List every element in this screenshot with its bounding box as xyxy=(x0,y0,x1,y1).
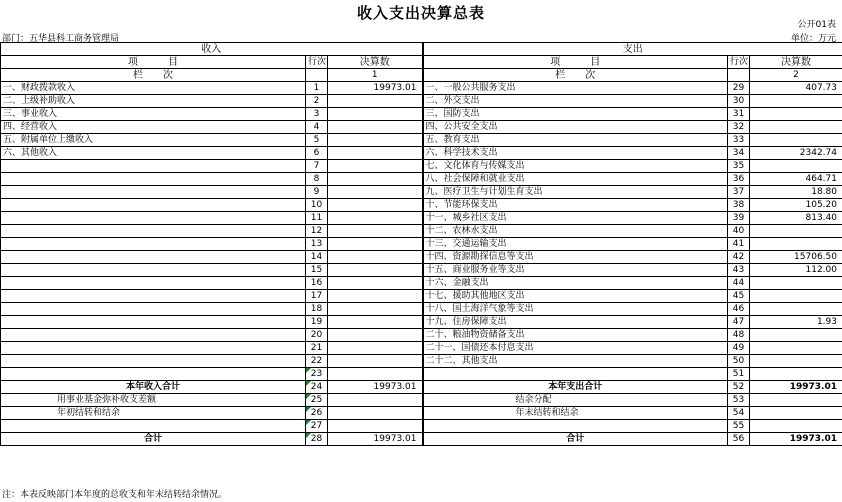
income-amount xyxy=(328,238,423,251)
income-amount xyxy=(328,342,423,355)
expense-amount xyxy=(750,420,842,433)
income-row-number: 21 xyxy=(306,342,328,355)
page-title: 收入支出决算总表 xyxy=(356,4,485,22)
income-row-number: 1 xyxy=(306,82,328,95)
income-column-number: 1 xyxy=(328,69,423,82)
expense-row-number: 41 xyxy=(728,238,750,251)
income-item-label xyxy=(1,225,306,238)
income-row-number: 4 xyxy=(306,121,328,134)
expense-item-label xyxy=(423,420,728,433)
income-amount xyxy=(328,212,423,225)
income-row-number-text: 27 xyxy=(310,420,323,431)
table-row xyxy=(1,407,842,420)
expense-row-number: 39 xyxy=(728,212,750,225)
income-amount: 19973.01 xyxy=(328,433,423,446)
expense-item-label: 九、医疗卫生与计划生育支出 xyxy=(423,186,728,199)
income-amount: 19973.01 xyxy=(328,82,423,95)
table-row xyxy=(1,212,842,225)
table-row xyxy=(1,381,842,394)
income-item-label xyxy=(1,290,306,303)
expense-amount-header: 决算数 xyxy=(750,56,842,69)
income-row-number: 8 xyxy=(306,173,328,186)
expense-row-number: 34 xyxy=(728,147,750,160)
income-item-label xyxy=(1,173,306,186)
expense-row-number: 30 xyxy=(728,95,750,108)
income-row-number: 12 xyxy=(306,225,328,238)
income-amount xyxy=(328,134,423,147)
table-row xyxy=(1,147,842,160)
expense-lanci-label: 栏 次 xyxy=(423,69,728,82)
expense-column-number: 2 xyxy=(750,69,842,82)
expense-item-label: 十九、住房保障支出 xyxy=(423,316,728,329)
income-amount xyxy=(328,173,423,186)
expense-row-number: 36 xyxy=(728,173,750,186)
income-amount xyxy=(328,407,423,420)
cell-marker-icon xyxy=(306,368,311,373)
table-row xyxy=(1,433,842,446)
table-row xyxy=(1,277,842,290)
expense-row-number: 47 xyxy=(728,316,750,329)
income-item-label xyxy=(1,316,306,329)
expense-row-number: 44 xyxy=(728,277,750,290)
income-row-number: 16 xyxy=(306,277,328,290)
expense-row-number: 38 xyxy=(728,199,750,212)
income-row-number-text: 24 xyxy=(310,381,323,392)
expense-amount xyxy=(750,329,842,342)
table-row xyxy=(1,225,842,238)
expense-item-label: 十五、商业服务业等支出 xyxy=(423,264,728,277)
income-amount xyxy=(328,160,423,173)
expense-item-label: 七、文化体育与传媒支出 xyxy=(423,160,728,173)
footnote: 注：本表反映部门本年度的总收支和年末结转结余情况。 xyxy=(2,490,228,500)
income-item-label xyxy=(1,420,306,433)
expense-row-number: 40 xyxy=(728,225,750,238)
expense-amount: 112.00 xyxy=(750,264,842,277)
expense-amount xyxy=(750,355,842,368)
income-amount xyxy=(328,277,423,290)
income-section-header: 收入 xyxy=(1,43,423,56)
income-row-number: 17 xyxy=(306,290,328,303)
cell-marker-icon xyxy=(306,381,311,386)
income-item-label: 本年收入合计 xyxy=(1,381,306,394)
expense-amount xyxy=(750,290,842,303)
expense-row-number: 52 xyxy=(728,381,750,394)
expense-item-label: 二、外交支出 xyxy=(423,95,728,108)
income-item-label: 六、其他收入 xyxy=(1,147,306,160)
expense-amount: 18.80 xyxy=(750,186,842,199)
income-lanci-rowno xyxy=(306,69,328,82)
income-row-number-text: 26 xyxy=(310,407,323,418)
income-row-number: 10 xyxy=(306,199,328,212)
income-amount xyxy=(328,303,423,316)
expense-row-number: 37 xyxy=(728,186,750,199)
income-amount xyxy=(328,121,423,134)
table-row xyxy=(1,368,842,381)
expense-item-label: 二十二、其他支出 xyxy=(423,355,728,368)
expense-item-label: 六、科学技术支出 xyxy=(423,147,728,160)
expense-amount: 105.20 xyxy=(750,199,842,212)
budget-table xyxy=(0,42,842,446)
expense-item-label: 四、公共安全支出 xyxy=(423,121,728,134)
table-row xyxy=(1,134,842,147)
income-item-label xyxy=(1,212,306,225)
table-row xyxy=(1,199,842,212)
income-row-number xyxy=(306,394,328,407)
income-item-label xyxy=(1,160,306,173)
expense-item-label: 十六、金融支出 xyxy=(423,277,728,290)
expense-amount xyxy=(750,95,842,108)
income-amount xyxy=(328,95,423,108)
income-item-label xyxy=(1,277,306,290)
income-row-number: 9 xyxy=(306,186,328,199)
table-row xyxy=(1,342,842,355)
expense-item-label: 结余分配 xyxy=(423,394,728,407)
income-item-label xyxy=(1,329,306,342)
expense-item-label: 十四、资源勘探信息等支出 xyxy=(423,251,728,264)
expense-row-number: 43 xyxy=(728,264,750,277)
cell-marker-icon xyxy=(306,433,311,438)
expense-amount: 813.40 xyxy=(750,212,842,225)
income-row-number xyxy=(306,433,328,446)
expense-amount xyxy=(750,225,842,238)
expense-amount xyxy=(750,303,842,316)
expense-row-number: 42 xyxy=(728,251,750,264)
income-amount-header: 决算数 xyxy=(328,56,423,69)
income-item-label xyxy=(1,264,306,277)
expense-row-number: 55 xyxy=(728,420,750,433)
expense-amount: 19973.01 xyxy=(750,381,842,394)
income-row-number: 15 xyxy=(306,264,328,277)
expense-amount xyxy=(750,160,842,173)
income-amount xyxy=(328,199,423,212)
expense-section-header: 支出 xyxy=(423,43,842,56)
income-amount xyxy=(328,420,423,433)
expense-amount xyxy=(750,342,842,355)
income-item-label: 合计 xyxy=(1,433,306,446)
expense-row-number: 50 xyxy=(728,355,750,368)
income-amount xyxy=(328,355,423,368)
expense-row-number: 49 xyxy=(728,342,750,355)
income-amount: 19973.01 xyxy=(328,381,423,394)
table-row xyxy=(1,355,842,368)
expense-row-number: 51 xyxy=(728,368,750,381)
expense-amount: 407.73 xyxy=(750,82,842,95)
expense-amount: 1.93 xyxy=(750,316,842,329)
expense-amount: 19973.01 xyxy=(750,433,842,446)
income-item-header: 项 目 xyxy=(1,56,306,69)
table-row xyxy=(1,108,842,121)
income-row-number: 13 xyxy=(306,238,328,251)
table-row xyxy=(1,303,842,316)
unit-label: 单位：万元 xyxy=(790,34,836,44)
income-row-number: 7 xyxy=(306,160,328,173)
expense-row-number: 56 xyxy=(728,433,750,446)
expense-row-number: 53 xyxy=(728,394,750,407)
expense-item-label: 二十一、国债还本付息支出 xyxy=(423,342,728,355)
expense-amount xyxy=(750,134,842,147)
table-row xyxy=(1,251,842,264)
expense-item-label: 十七、援助其他地区支出 xyxy=(423,290,728,303)
income-item-label xyxy=(1,303,306,316)
expense-item-label: 十二、农林水支出 xyxy=(423,225,728,238)
income-item-label xyxy=(1,199,306,212)
income-amount xyxy=(328,368,423,381)
expense-row-number: 46 xyxy=(728,303,750,316)
cell-marker-icon xyxy=(306,420,311,425)
expense-row-number: 31 xyxy=(728,108,750,121)
income-rowno-header: 行次 xyxy=(306,56,328,69)
expense-row-number: 35 xyxy=(728,160,750,173)
income-item-label: 四、经营收入 xyxy=(1,121,306,134)
table-row xyxy=(1,186,842,199)
income-amount xyxy=(328,290,423,303)
expense-amount: 464.71 xyxy=(750,173,842,186)
expense-item-label xyxy=(423,368,728,381)
income-row-number: 14 xyxy=(306,251,328,264)
expense-rowno-header: 行次 xyxy=(728,56,750,69)
expense-item-label: 十、节能环保支出 xyxy=(423,199,728,212)
table-code: 公开01表 xyxy=(797,20,836,30)
income-row-number: 6 xyxy=(306,147,328,160)
income-lanci-label: 栏 次 xyxy=(1,69,306,82)
expense-amount xyxy=(750,394,842,407)
income-amount xyxy=(328,108,423,121)
expense-item-label: 八、社会保障和就业支出 xyxy=(423,173,728,186)
income-amount xyxy=(328,225,423,238)
expense-item-label: 合计 xyxy=(423,433,728,446)
expense-amount xyxy=(750,277,842,290)
income-row-number: 11 xyxy=(306,212,328,225)
income-row-number-text: 23 xyxy=(310,368,323,379)
income-item-label xyxy=(1,355,306,368)
income-row-number-text: 28 xyxy=(310,433,323,444)
income-item-label: 一、财政拨款收入 xyxy=(1,82,306,95)
income-item-label: 年初结转和结余 xyxy=(1,407,306,420)
table-row xyxy=(1,121,842,134)
expense-item-label: 年末结转和结余 xyxy=(423,407,728,420)
cell-marker-icon xyxy=(306,407,311,412)
income-amount xyxy=(328,147,423,160)
income-item-label xyxy=(1,186,306,199)
income-item-label: 二、上级补助收入 xyxy=(1,95,306,108)
cell-marker-icon xyxy=(306,394,311,399)
income-amount xyxy=(328,316,423,329)
income-row-number: 3 xyxy=(306,108,328,121)
income-item-label: 五、附属单位上缴收入 xyxy=(1,134,306,147)
income-item-label: 用事业基金弥补收支差额 xyxy=(1,394,306,407)
expense-item-label: 十三、交通运输支出 xyxy=(423,238,728,251)
table-row xyxy=(1,82,842,95)
income-row-number: 5 xyxy=(306,134,328,147)
expense-item-label: 二十、粮油物资储备支出 xyxy=(423,329,728,342)
expense-amount xyxy=(750,238,842,251)
income-amount xyxy=(328,251,423,264)
income-row-number: 2 xyxy=(306,95,328,108)
expense-item-label: 三、国防支出 xyxy=(423,108,728,121)
table-row xyxy=(1,394,842,407)
income-item-label xyxy=(1,238,306,251)
income-row-number xyxy=(306,420,328,433)
income-row-number xyxy=(306,368,328,381)
expense-item-label: 一、一般公共服务支出 xyxy=(423,82,728,95)
income-row-number xyxy=(306,381,328,394)
expense-row-number: 29 xyxy=(728,82,750,95)
income-row-number xyxy=(306,407,328,420)
department-label: 部门：五华县科工商务管理局 xyxy=(2,34,120,44)
expense-amount: 15706.50 xyxy=(750,251,842,264)
table-row xyxy=(1,173,842,186)
income-amount xyxy=(328,186,423,199)
table-row xyxy=(1,316,842,329)
expense-item-label: 本年支出合计 xyxy=(423,381,728,394)
expense-item-label: 五、教育支出 xyxy=(423,134,728,147)
expense-row-number: 48 xyxy=(728,329,750,342)
table-row xyxy=(1,95,842,108)
income-amount xyxy=(328,329,423,342)
income-row-number: 20 xyxy=(306,329,328,342)
income-row-number-text: 25 xyxy=(310,394,323,405)
expense-amount xyxy=(750,407,842,420)
table-row xyxy=(1,264,842,277)
income-row-number: 18 xyxy=(306,303,328,316)
income-item-label: 三、事业收入 xyxy=(1,108,306,121)
expense-item-label: 十一、城乡社区支出 xyxy=(423,212,728,225)
expense-amount: 2342.74 xyxy=(750,147,842,160)
expense-item-label: 十八、国土海洋气象等支出 xyxy=(423,303,728,316)
table-row xyxy=(1,160,842,173)
expense-amount xyxy=(750,368,842,381)
expense-item-header: 项 目 xyxy=(423,56,728,69)
table-row xyxy=(1,329,842,342)
expense-row-number: 54 xyxy=(728,407,750,420)
expense-row-number: 45 xyxy=(728,290,750,303)
expense-row-number: 33 xyxy=(728,134,750,147)
income-row-number: 22 xyxy=(306,355,328,368)
income-amount xyxy=(328,264,423,277)
expense-lanci-rowno xyxy=(728,69,750,82)
table-row xyxy=(1,290,842,303)
table-row xyxy=(1,420,842,433)
income-item-label xyxy=(1,251,306,264)
income-item-label xyxy=(1,342,306,355)
income-row-number: 19 xyxy=(306,316,328,329)
expense-amount xyxy=(750,121,842,134)
expense-amount xyxy=(750,108,842,121)
income-amount xyxy=(328,394,423,407)
table-row xyxy=(1,238,842,251)
income-item-label xyxy=(1,368,306,381)
expense-row-number: 32 xyxy=(728,121,750,134)
